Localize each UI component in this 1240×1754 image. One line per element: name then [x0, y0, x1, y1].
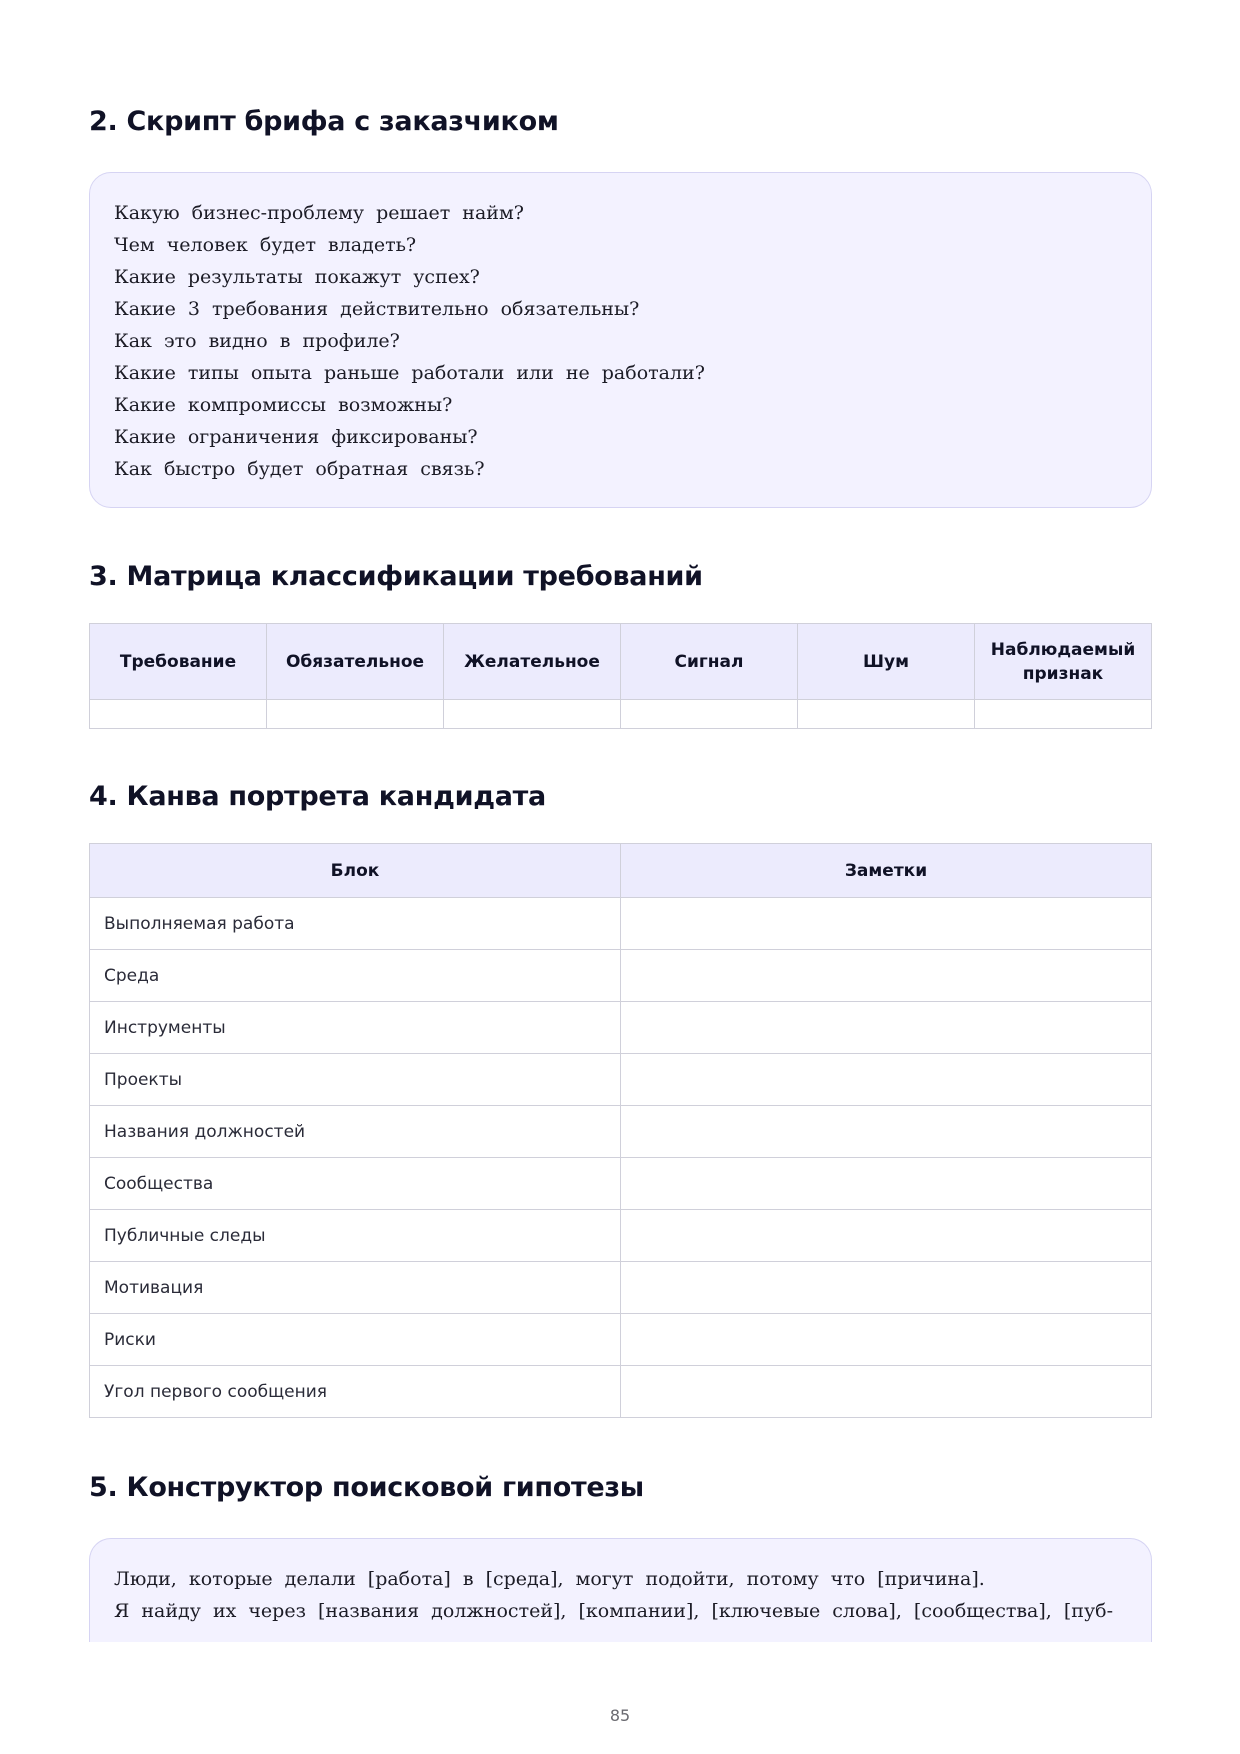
notes-cell[interactable]	[621, 1054, 1152, 1106]
brief-line: Какую бизнес-проблему решает найм?	[114, 202, 524, 224]
block-label: Риски	[90, 1314, 621, 1366]
column-header-signal: Сигнал	[621, 624, 798, 700]
column-header-desirable: Желательное	[444, 624, 621, 700]
notes-cell[interactable]	[621, 1002, 1152, 1054]
brief-line: Какие типы опыта раньше работали или не работали?	[114, 362, 705, 384]
notes-cell[interactable]	[621, 950, 1152, 1002]
brief-line: Какие компромиссы возможны?	[114, 394, 453, 416]
candidate-portrait-table	[89, 843, 1152, 1418]
table-row	[90, 700, 1152, 729]
block-label: Сообщества	[90, 1158, 621, 1210]
block-label: Публичные следы	[90, 1210, 621, 1262]
notes-cell[interactable]	[621, 898, 1152, 950]
page-number: 85	[609, 1706, 631, 1725]
block-label: Выполняемая работа	[90, 898, 621, 950]
search-hypothesis-box	[89, 1538, 1152, 1642]
block-label: Проекты	[90, 1054, 621, 1106]
block-label: Названия должностей	[90, 1106, 621, 1158]
brief-line: Какие 3 требования действительно обязательны?	[114, 298, 640, 320]
requirements-matrix-table	[89, 623, 1152, 729]
notes-cell[interactable]	[621, 1158, 1152, 1210]
column-header-observable-feature: Наблюдаемый признак	[975, 624, 1152, 700]
brief-script-box	[89, 172, 1152, 508]
column-header-notes: Заметки	[621, 844, 1152, 898]
table-cell	[90, 700, 267, 729]
notes-cell[interactable]	[621, 1106, 1152, 1158]
table-row	[90, 1002, 1152, 1054]
table-cell	[444, 700, 621, 729]
brief-line: Чем человек будет владеть?	[114, 234, 417, 256]
notes-cell[interactable]	[621, 1210, 1152, 1262]
block-label: Среда	[90, 950, 621, 1002]
table-row	[90, 950, 1152, 1002]
table-row	[90, 1106, 1152, 1158]
notes-cell[interactable]	[621, 1366, 1152, 1418]
table-row	[90, 898, 1152, 950]
table-cell	[975, 700, 1152, 729]
table-row	[90, 1054, 1152, 1106]
table-cell	[798, 700, 975, 729]
column-header-block: Блок	[90, 844, 621, 898]
table-row	[90, 1262, 1152, 1314]
notes-cell[interactable]	[621, 1262, 1152, 1314]
block-label: Инструменты	[90, 1002, 621, 1054]
table-cell	[267, 700, 444, 729]
brief-line: Какие результаты покажут успех?	[114, 266, 480, 288]
table-row	[90, 1314, 1152, 1366]
section-title-candidate-portrait: 4. Канва портрета кандидата	[89, 781, 546, 812]
brief-line: Как быстро будет обратная связь?	[114, 458, 485, 480]
section-title-brief-script: 2. Скрипт брифа с заказчиком	[89, 106, 559, 137]
brief-line: Как это видно в профиле?	[114, 330, 400, 352]
section-title-search-hypothesis: 5. Конструктор поисковой гипотезы	[89, 1472, 644, 1503]
hypothesis-line: Я найду их через [названия должностей], [компании], [ключевые слова], [сообщества], [пуб-	[114, 1600, 1113, 1622]
column-header-noise: Шум	[798, 624, 975, 700]
notes-cell[interactable]	[621, 1314, 1152, 1366]
section-title-requirements-matrix: 3. Матрица классификации требований	[89, 561, 703, 592]
column-header-requirement: Требование	[90, 624, 267, 700]
table-row	[90, 1210, 1152, 1262]
block-label: Угол первого сообщения	[90, 1366, 621, 1418]
hypothesis-line: Люди, которые делали [работа] в [среда], могут подойти, потому что [причина].	[114, 1568, 985, 1590]
table-header-row	[90, 624, 1152, 700]
table-cell	[621, 700, 798, 729]
table-row	[90, 1158, 1152, 1210]
column-header-mandatory: Обязательное	[267, 624, 444, 700]
block-label: Мотивация	[90, 1262, 621, 1314]
brief-line: Какие ограничения фиксированы?	[114, 426, 478, 448]
table-header-row	[90, 844, 1152, 898]
table-row	[90, 1366, 1152, 1418]
